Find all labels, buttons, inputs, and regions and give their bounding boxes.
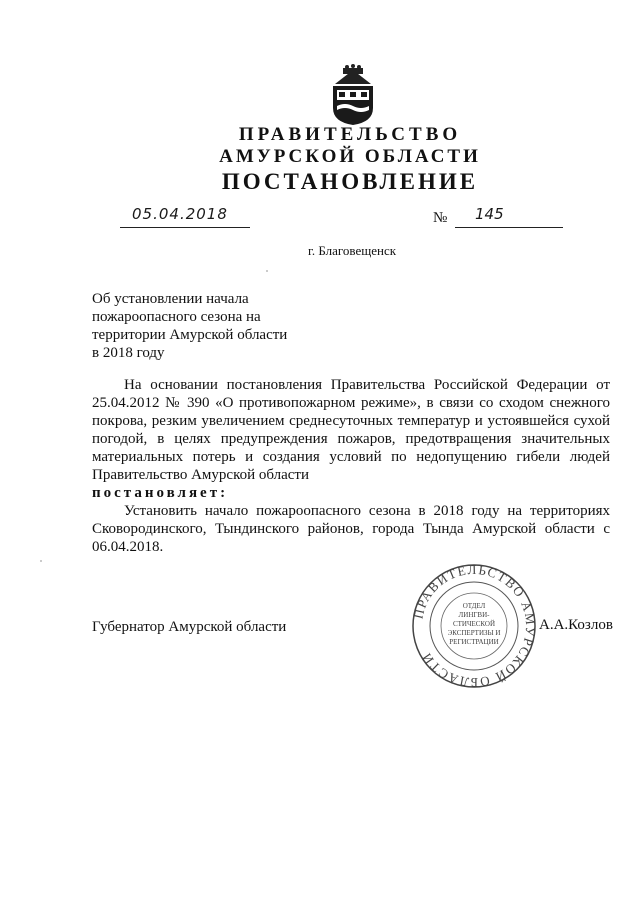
subject-line: территории Амурской области	[92, 327, 288, 343]
subject-line: пожароопасного сезона на	[92, 309, 261, 325]
subject-line: Об установлении начала	[92, 291, 249, 307]
document-subject	[92, 290, 352, 362]
seal-inner-line: РЕГИСТРАЦИИ	[449, 638, 499, 646]
decree-word: постановляет:	[92, 485, 229, 501]
scan-speck	[266, 270, 268, 272]
seal-outer-text: ПРАВИТЕЛЬСТВО АМУРСКОЙ ОБЛАСТИ	[410, 562, 538, 690]
document-number: 145	[475, 205, 504, 223]
coat-of-arms-icon	[329, 64, 377, 126]
signatory-title: Губернатор Амурской области	[92, 619, 287, 635]
number-label: №	[433, 210, 448, 226]
seal-inner-line: ЛИНГВИ-	[458, 611, 490, 619]
date-field	[120, 205, 250, 228]
document-body	[92, 376, 610, 556]
subject-line: в 2018 году	[92, 345, 165, 361]
seal-inner-line: ЭКСПЕРТИЗЫ И	[447, 629, 501, 637]
seal-inner-line: ОТДЕЛ	[462, 602, 486, 610]
body-paragraph: На основании постановления Правительства Российской Федерации от 25.04.2012 № 390 «О противопожарном режиме», в связи со сходом снежного покрова, резким увеличением среднесуточных температур и устоявшейся сухой погодой, в целях предупреждения пожаров, предотвращения значительных материальных потерь и создания условий по недопущению гибели людей Правительство Амурской области	[92, 377, 610, 483]
seal-inner-line: СТИЧЕСКОЙ	[452, 620, 496, 628]
org-name-line1: ПРАВИТЕЛЬСТВО	[238, 124, 462, 145]
document-type: ПОСТАНОВЛЕНИЕ	[221, 169, 479, 194]
signatory-name: А.А.Козлов	[539, 617, 613, 633]
scan-speck	[40, 560, 42, 562]
official-seal	[410, 562, 538, 690]
body-paragraph: Установить начало пожароопасного сезона в 2018 году на территориях Сковородинского, Тындинского районов, города Тында Амурской области с 06.04.2018.	[92, 503, 610, 555]
number-field	[455, 205, 563, 228]
org-name-line2: АМУРСКОЙ ОБЛАСТИ	[219, 146, 481, 167]
city: г. Благовещенск	[308, 243, 397, 258]
document-date: 05.04.2018	[132, 205, 228, 223]
